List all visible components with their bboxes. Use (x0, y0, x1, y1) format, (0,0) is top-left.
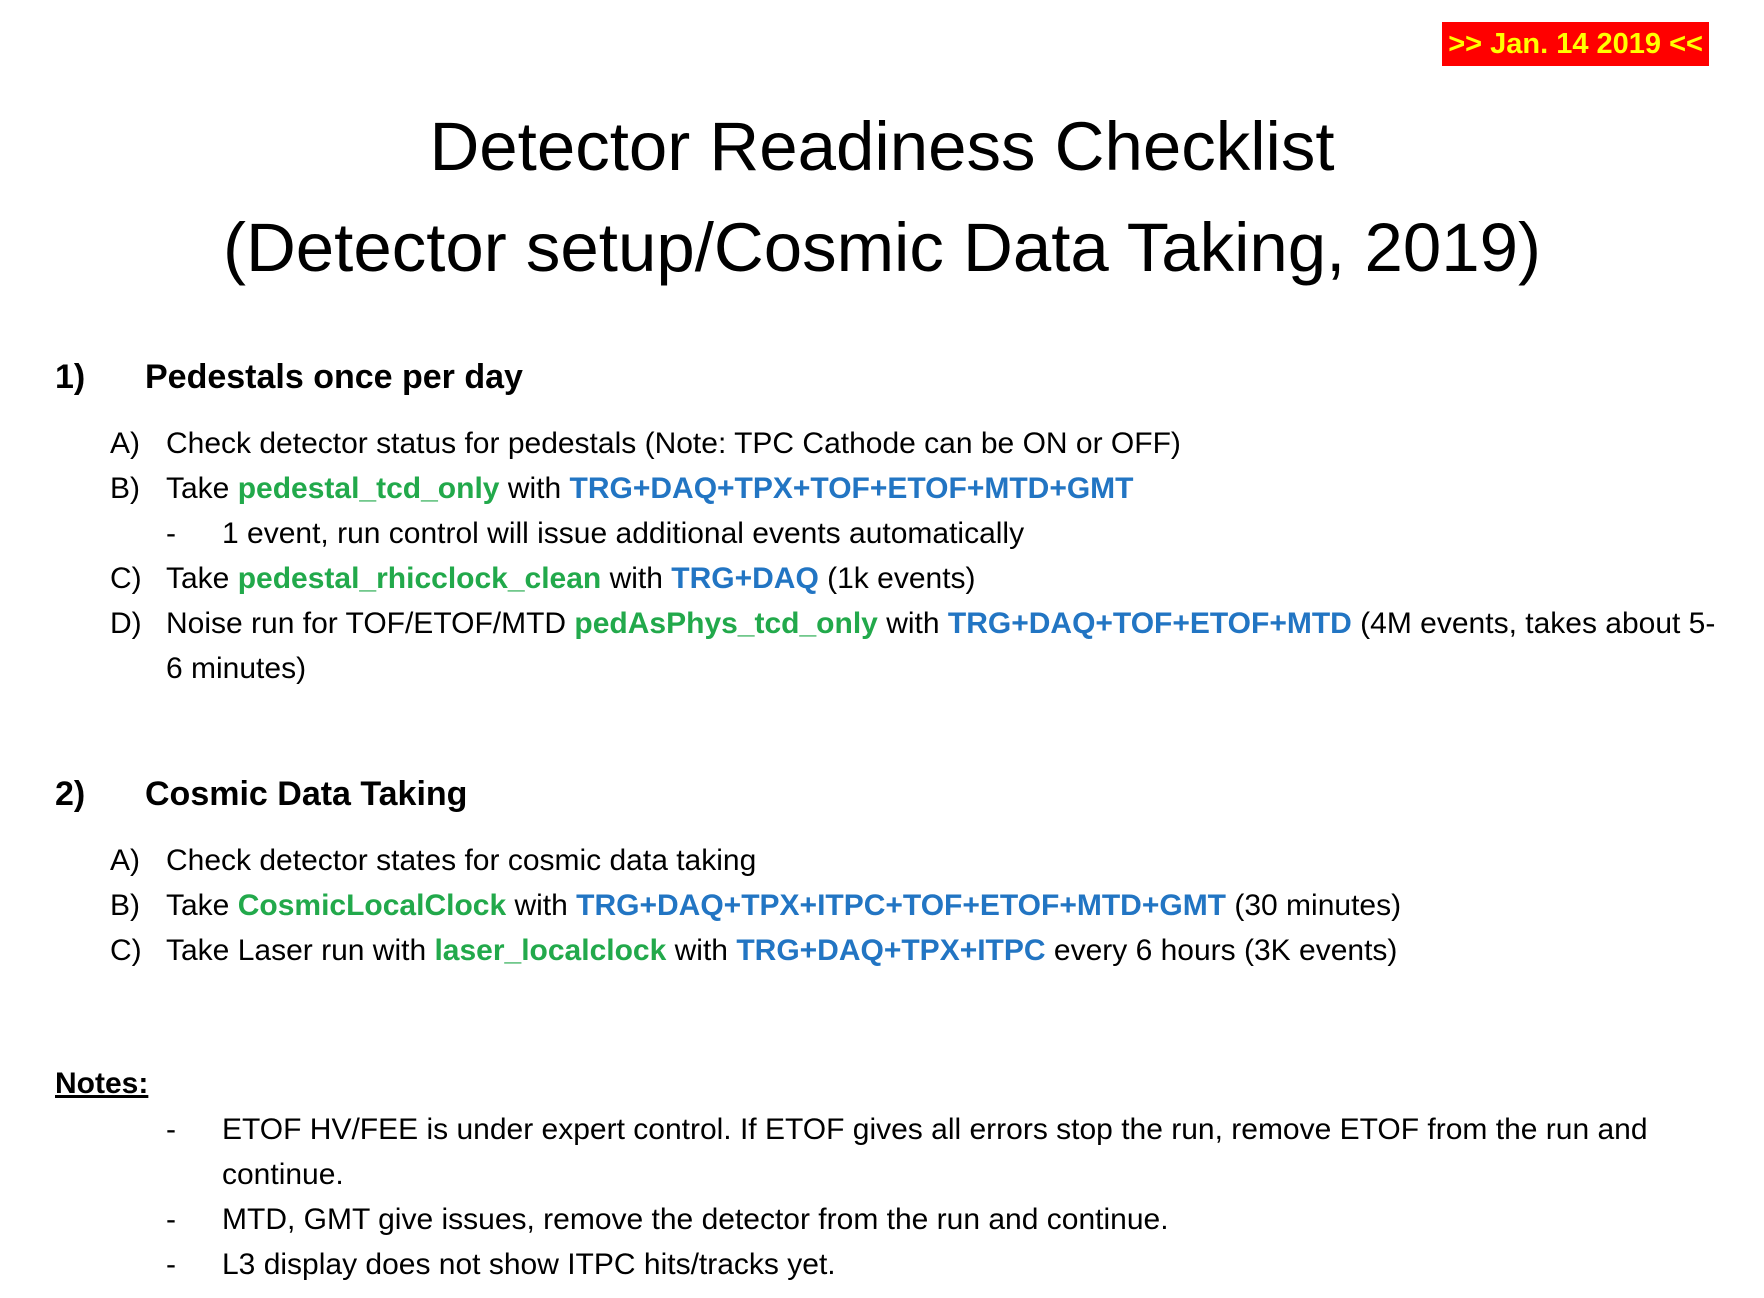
date-badge: >> Jan. 14 2019 << (1442, 22, 1709, 66)
item-text: Check detector states for cosmic data taking (166, 844, 757, 877)
note-item (166, 1197, 1696, 1242)
detector-list: TRG+DAQ+TPX+ITPC (736, 934, 1046, 967)
item-label: A) (110, 844, 140, 877)
item-text-post: every 6 hours (3K events) (1045, 934, 1398, 967)
item-text-pre: Take (166, 889, 238, 922)
item-label: B) (110, 472, 140, 505)
detector-list: TRG+DAQ+TOF+ETOF+MTD (947, 607, 1352, 640)
detector-list: TRG+DAQ+TPX+ITPC+TOF+ETOF+MTD+GMT (576, 889, 1227, 922)
note-text: L3 display does not show ITPC hits/tracks yet. (222, 1248, 836, 1281)
notes-heading: Notes: (55, 1067, 149, 1100)
item-text: Check detector status for pedestals (Note: TPC Cathode can be ON or OFF) (166, 427, 1181, 460)
checklist-item (110, 466, 1134, 511)
run-config-name: pedestal_rhicclock_clean (237, 562, 602, 595)
page-title (0, 96, 1764, 298)
item-text-mid: with (601, 562, 672, 595)
item-text-mid: with (506, 889, 577, 922)
item-text-post: (30 minutes) (1226, 889, 1402, 922)
item-text-pre: Take Laser run with (166, 934, 435, 967)
run-config-name: pedAsPhys_tcd_only (574, 607, 878, 640)
item-label: A) (110, 427, 140, 460)
item-text-pre: Take (166, 472, 238, 505)
checklist-subitem (166, 511, 1024, 556)
section-1-heading (55, 356, 523, 398)
run-config-name: laser_localclock (434, 934, 667, 967)
checklist-item (110, 838, 756, 883)
run-config-name: CosmicLocalClock (237, 889, 507, 922)
item-label: C) (110, 934, 142, 967)
note-text: MTD, GMT give issues, remove the detector from the run and continue. (222, 1203, 1169, 1236)
item-text-post: (4M events, takes about 5-6 minutes) (166, 607, 1716, 685)
item-label: B) (110, 889, 140, 922)
section-title: Cosmic Data Taking (145, 775, 468, 813)
section-number: 2) (55, 775, 86, 813)
item-text-mid: with (499, 472, 570, 505)
note-text: ETOF HV/FEE is under expert control. If ETOF gives all errors stop the run, remove ETOF from the run and continue. (222, 1113, 1648, 1191)
item-text-pre: Noise run for TOF/ETOF/MTD (166, 607, 575, 640)
item-text-post: (1k events) (818, 562, 976, 595)
item-label: D) (110, 607, 142, 640)
section-title: Pedestals once per day (145, 358, 523, 396)
checklist-item (110, 601, 1730, 691)
run-config-name: pedestal_tcd_only (237, 472, 500, 505)
section-number: 1) (55, 358, 86, 396)
note-item (166, 1107, 1696, 1197)
subitem-text: 1 event, run control will issue additional events automatically (222, 517, 1025, 550)
note-item (166, 1242, 1696, 1287)
item-text-pre: Take (166, 562, 238, 595)
checklist-item (110, 928, 1397, 973)
bullet-dash: - (166, 1203, 176, 1236)
title-line-2: (Detector setup/Cosmic Data Taking, 2019) (222, 209, 1541, 286)
title-line-1: Detector Readiness Checklist (429, 108, 1335, 185)
section-2-heading (55, 773, 467, 815)
checklist-item (110, 556, 976, 601)
bullet-dash: - (166, 1113, 176, 1146)
item-text-mid: with (666, 934, 737, 967)
detector-list: TRG+DAQ (671, 562, 819, 595)
item-label: C) (110, 562, 142, 595)
detector-list: TRG+DAQ+TPX+TOF+ETOF+MTD+GMT (569, 472, 1134, 505)
item-text-mid: with (877, 607, 948, 640)
bullet-dash: - (166, 517, 176, 550)
bullet-dash: - (166, 1248, 176, 1281)
checklist-item (110, 421, 1181, 466)
checklist-item (110, 883, 1401, 928)
